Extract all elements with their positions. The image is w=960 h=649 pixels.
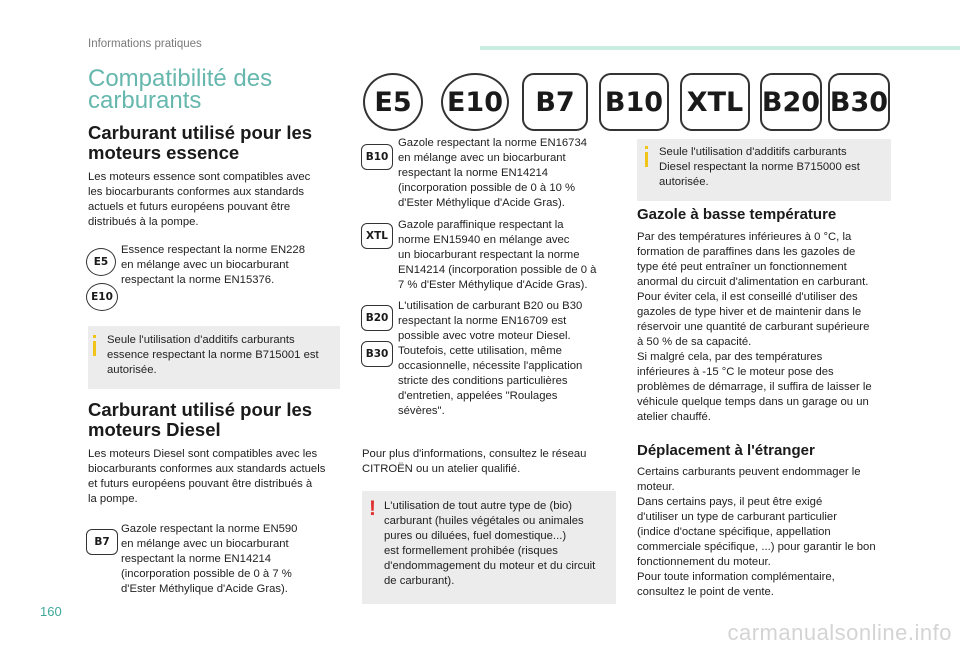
low-temp-text	[637, 230, 872, 425]
more-info-line: CITROËN ou un atelier qualifié.	[362, 463, 521, 475]
badge-b7-large: B7	[522, 73, 588, 131]
diesel-heading-line1: Carburant utilisé pour les	[88, 399, 313, 420]
low-temp-line: véhicule quelque temps dans un garage ou un	[637, 396, 869, 408]
badge-b30-large: B30	[828, 73, 890, 131]
essence-intro-line: distribués à la pompe.	[88, 216, 199, 228]
essence-note-line: essence respectant la norme B715001 est	[107, 349, 319, 361]
essence-fuel-line: Essence respectant la norme EN228	[121, 244, 305, 256]
diesel-intro-line: Les moteurs Diesel sont compatibles avec les	[88, 448, 318, 460]
warning-text	[384, 499, 595, 589]
page-title-line1: Compatibilité des	[88, 65, 273, 92]
badge-e10-large: E10	[441, 73, 509, 131]
badge-b10: B10	[361, 144, 393, 170]
b7-desc	[121, 522, 297, 597]
badge-b10-large: B10	[599, 73, 669, 131]
essence-heading-line1: Carburant utilisé pour les	[88, 122, 313, 143]
xtl-desc-line: EN14214 (incorporation possible de 0 à	[398, 264, 597, 276]
abroad-line: fonctionnement du moteur.	[637, 556, 771, 568]
abroad-line: Certains carburants peuvent endommager le	[637, 466, 861, 478]
diesel-intro-line: et futurs européens pouvant être distribués à	[88, 478, 313, 490]
badge-e5-large: E5	[363, 73, 423, 131]
essence-intro-line: les biocarburants conformes aux standards	[88, 186, 305, 198]
b10-desc-line: respectant la norme EN14214	[398, 167, 549, 179]
xtl-desc-line: 7 % d'Ester Méthylique d'Acide Gras).	[398, 279, 588, 291]
essence-fuel-line: en mélange avec un biocarburant	[121, 259, 289, 271]
diesel-note	[659, 145, 860, 190]
b7-desc-line: d'Ester Méthylique d'Acide Gras).	[121, 583, 288, 595]
info-icon-dot	[645, 146, 648, 149]
b20-b30-desc-line: occasionnelle, nécessite l'application	[398, 360, 583, 372]
watermark: carmanualsonline.info	[727, 620, 952, 645]
badge-xtl: XTL	[361, 223, 393, 249]
low-temp-line: réservoir une quantité de carburant supérieure	[637, 321, 870, 333]
b7-desc-line: respectant la norme EN14214	[121, 553, 272, 565]
abroad-line: Dans certains pays, il peut être exigé	[637, 496, 823, 508]
diesel-intro-line: biocarburants conformes aux standards actuels	[88, 463, 326, 475]
low-temp-line: type été peut entraîner un fonctionnement	[637, 261, 847, 273]
badge-b20-large: B20	[760, 73, 822, 131]
low-temp-line: Pour éviter cela, il est conseillé d'utiliser des	[637, 291, 858, 303]
warning-line: d'endommagement du moteur et du circuit	[384, 560, 596, 572]
essence-fuel-line: respectant la norme EN15376.	[121, 274, 275, 286]
b20-b30-desc-line: d'entretien, appelées "Roulages	[398, 390, 558, 402]
more-info-line: Pour plus d'informations, consultez le réseau	[362, 448, 587, 460]
header-rule	[480, 46, 960, 50]
b10-desc	[398, 136, 587, 211]
low-temp-line: Si malgré cela, par des températures	[637, 351, 823, 363]
info-icon	[645, 152, 648, 167]
warning-icon: !	[369, 497, 376, 520]
badge-e5: E5	[86, 248, 116, 276]
badge-b7: B7	[86, 529, 118, 555]
b20-b30-desc-line: Toutefois, cette utilisation, même	[398, 345, 562, 357]
b20-b30-desc	[398, 299, 582, 419]
low-temp-line: formation de paraffines dans les gazoles de	[637, 246, 856, 258]
b7-desc-line: Gazole respectant la norme EN590	[121, 523, 298, 535]
warning-line: carburant (huiles végétales ou animales	[384, 515, 584, 527]
diesel-heading-line2: moteurs Diesel	[88, 419, 221, 440]
badge-e10: E10	[86, 283, 118, 311]
abroad-heading: Déplacement à l'étranger	[637, 442, 815, 459]
b10-desc-line: (incorporation possible de 0 à 10 %	[398, 182, 576, 194]
low-temp-line: atelier chauffé.	[637, 411, 711, 423]
essence-note	[107, 333, 319, 378]
badge-b30: B30	[361, 341, 393, 367]
diesel-note-line: Seule l'utilisation d'additifs carburants	[659, 146, 847, 158]
xtl-desc	[398, 218, 596, 293]
low-temp-line: à 50 % de sa capacité.	[637, 336, 752, 348]
page-title	[88, 65, 328, 114]
page-number: 160	[40, 604, 62, 619]
diesel-note-line: Diesel respectant la norme B715000 est	[659, 161, 860, 173]
essence-note-line: autorisée.	[107, 364, 157, 376]
badge-b20: B20	[361, 305, 393, 331]
abroad-text	[637, 465, 876, 600]
abroad-line: (indice d'octane spécifique, appellation	[637, 526, 831, 538]
diesel-heading	[88, 400, 312, 440]
badge-xtl-large: XTL	[680, 73, 750, 131]
abroad-line: Pour toute information complémentaire,	[637, 571, 835, 583]
abroad-line: consultez le point de vente.	[637, 586, 774, 598]
b10-desc-line: d'Ester Méthylique d'Acide Gras).	[398, 197, 565, 209]
diesel-note-line: autorisée.	[659, 176, 709, 188]
xtl-desc-line: norme EN15940 en mélange avec	[398, 234, 570, 246]
essence-intro	[88, 170, 310, 230]
warning-line: est formellement prohibée (risques	[384, 545, 558, 557]
xtl-desc-line: Gazole paraffinique respectant la	[398, 219, 564, 231]
low-temp-line: problèmes de démarrage, il suffira de laisser le	[637, 381, 872, 393]
b10-desc-line: Gazole respectant la norme EN16734	[398, 137, 588, 149]
diesel-intro	[88, 447, 325, 507]
b7-desc-line: (incorporation possible de 0 à 7 %	[121, 568, 292, 580]
essence-heading-line2: moteurs essence	[88, 142, 240, 163]
low-temp-line: anormal du circuit d'alimentation en carburant.	[637, 276, 869, 288]
abroad-line: d'utiliser un type de carburant particulier	[637, 511, 837, 523]
warning-line: pures ou diluées, fuel domestique...)	[384, 530, 567, 542]
warning-line: L'utilisation de tout autre type de (bio)	[384, 500, 573, 512]
essence-intro-line: actuels et futurs européens pouvant être	[88, 201, 291, 213]
b20-b30-desc-line: possible avec votre moteur Diesel.	[398, 330, 571, 342]
abroad-line: commerciale spécifique, ...) pour garantir le bon	[637, 541, 876, 553]
info-icon-dot	[93, 335, 96, 338]
essence-intro-line: Les moteurs essence sont compatibles avec	[88, 171, 311, 183]
essence-note-line: Seule l'utilisation d'additifs carburants	[107, 334, 295, 346]
b20-b30-desc-line: sévères".	[398, 405, 445, 417]
b20-b30-desc-line: L'utilisation de carburant B20 ou B30	[398, 300, 583, 312]
page-title-line2: carburants	[88, 87, 202, 114]
low-temp-line: gazoles de type hiver et de maintenir dans le	[637, 306, 862, 318]
more-info	[362, 447, 586, 477]
b20-b30-desc-line: respectant la norme EN16709 est	[398, 315, 567, 327]
low-temp-line: Par des températures inférieures à 0 °C, la	[637, 231, 852, 243]
info-icon	[93, 341, 96, 356]
diesel-intro-line: la pompe.	[88, 493, 138, 505]
b10-desc-line: en mélange avec un biocarburant	[398, 152, 566, 164]
low-temp-line: inférieures à -15 °C le moteur pose des	[637, 366, 834, 378]
xtl-desc-line: un biocarburant respectant la norme	[398, 249, 580, 261]
warning-line: de carburant).	[384, 575, 455, 587]
abroad-line: moteur.	[637, 481, 675, 493]
low-temp-heading: Gazole à basse température	[637, 206, 837, 223]
section-label: Informations pratiques	[88, 38, 202, 50]
essence-heading	[88, 123, 312, 163]
essence-fuel-desc	[121, 243, 305, 288]
b7-desc-line: en mélange avec un biocarburant	[121, 538, 289, 550]
b20-b30-desc-line: stricte des conditions particulières	[398, 375, 568, 387]
